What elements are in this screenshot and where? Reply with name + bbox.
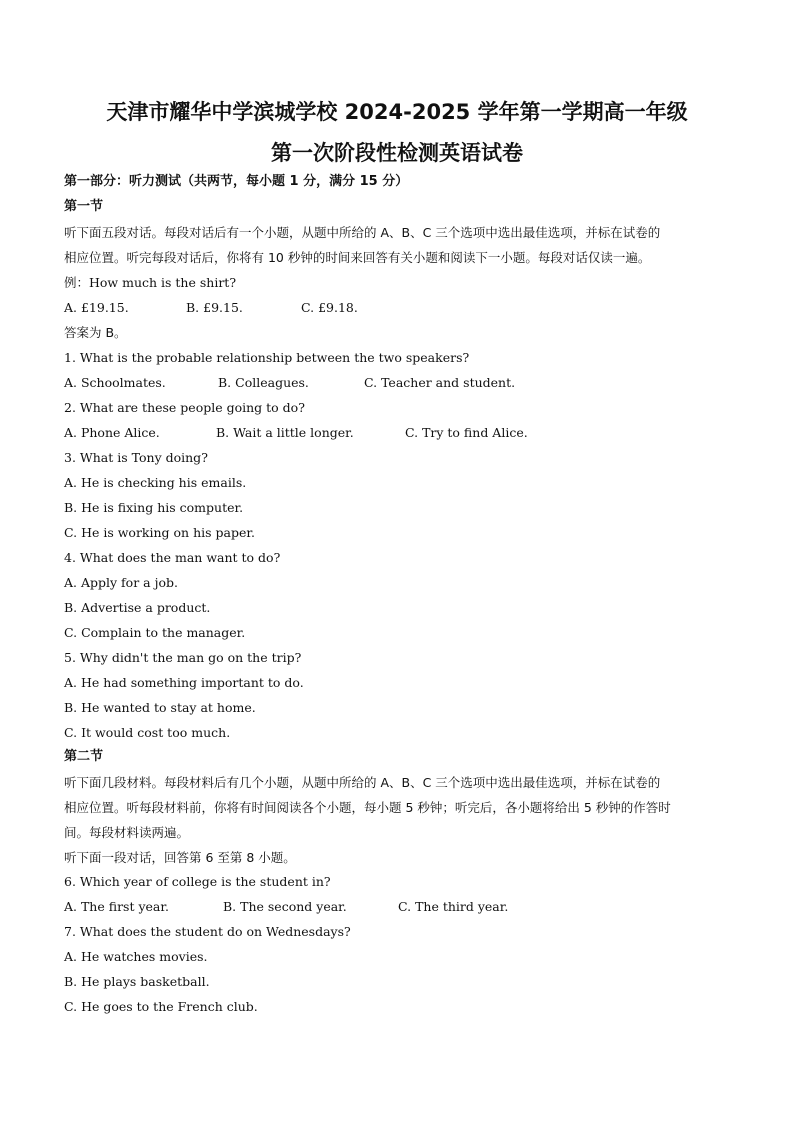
section1-heading: 第一节 (64, 199, 104, 214)
question-6: 6. Which year of college is the student in? (64, 874, 331, 889)
exam-title-line2: 第一次阶段性检测英语试卷 (271, 141, 523, 165)
option-5b: B. He wanted to stay at home. (64, 700, 256, 715)
option-7a: A. He watches movies. (64, 949, 208, 964)
option-1a: A. Schoolmates. (64, 375, 166, 390)
option-6b: B. The second year. (223, 899, 347, 914)
option-4b: B. Advertise a product. (64, 600, 211, 615)
option-1b: B. Colleagues. (218, 375, 309, 390)
dialogue-intro: 听下面一段对话，回答第 6 至第 8 小题。 (64, 850, 296, 865)
option-2a: A. Phone Alice. (64, 425, 160, 440)
question-5: 5. Why didn't the man go on the trip? (64, 650, 302, 665)
example-option-b: B. £9.15. (186, 300, 243, 315)
question-2: 2. What are these people going to do? (64, 400, 305, 415)
section2-instructions: 间。每段材料读两遍。 (64, 825, 190, 840)
question-7: 7. What does the student do on Wednesdays? (64, 924, 351, 939)
section1-instructions: 听下面五段对话。每段对话后有一个小题，从题中所给的 A、B、C 三个选项中选出最佳选项，并标在试卷的 (64, 225, 661, 240)
option-1c: C. Teacher and student. (364, 375, 516, 390)
option-5a: A. He had something important to do. (64, 675, 304, 690)
example-answer: 答案为 B。 (64, 325, 127, 340)
section2-instructions: 听下面几段材料。每段材料后有几个小题，从题中所给的 A、B、C 三个选项中选出最佳选项，并标在试卷的 (64, 775, 661, 790)
example-option-a: A. £19.15. (64, 300, 129, 315)
option-4c: C. Complain to the manager. (64, 625, 246, 640)
option-6c: C. The third year. (398, 899, 509, 914)
section2-instructions: 相应位置。听每段材料前，你将有时间阅读各个小题，每小题 5 秒钟；听完后，各小题将给出 5 秒钟的作答时 (64, 800, 671, 815)
option-4a: A. Apply for a job. (64, 575, 178, 590)
option-3c: C. He is working on his paper. (64, 525, 255, 540)
option-7b: B. He plays basketball. (64, 974, 210, 989)
option-3b: B. He is fixing his computer. (64, 500, 244, 515)
option-2c: C. Try to find Alice. (405, 425, 528, 440)
example-question: 例：How much is the shirt? (64, 275, 237, 290)
option-5c: C. It would cost too much. (64, 725, 231, 740)
part1-heading: 第一部分：听力测试（共两节，每小题 1 分，满分 15 分） (64, 174, 409, 189)
section2-heading: 第二节 (64, 749, 104, 764)
option-3a: A. He is checking his emails. (64, 475, 247, 490)
option-2b: B. Wait a little longer. (216, 425, 354, 440)
question-1: 1. What is the probable relationship between the two speakers? (64, 350, 470, 365)
option-7c: C. He goes to the French club. (64, 999, 258, 1014)
section1-instructions: 相应位置。听完每段对话后，你将有 10 秒钟的时间来回答有关小题和阅读下一小题。每段对话仅读一遍。 (64, 250, 651, 265)
example-option-c: C. £9.18. (301, 300, 358, 315)
option-6a: A. The first year. (64, 899, 169, 914)
question-4: 4. What does the man want to do? (64, 550, 281, 565)
exam-title-line1: 天津市耀华中学滨城学校 2024-2025 学年第一学期高一年级 (106, 100, 688, 124)
question-3: 3. What is Tony doing? (64, 450, 208, 465)
